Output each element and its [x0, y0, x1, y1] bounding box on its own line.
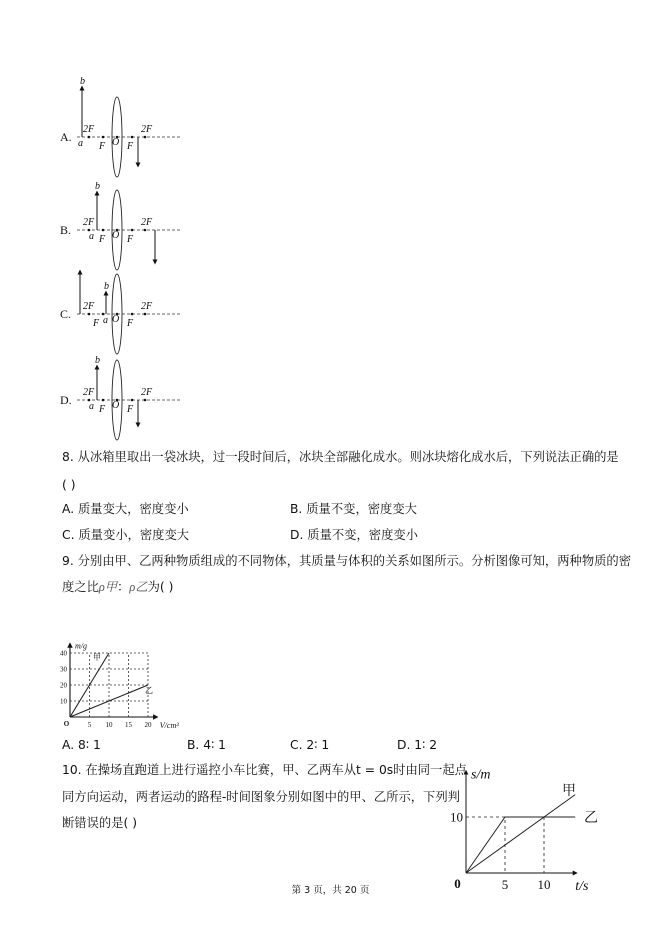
- q9-text-end: 为( ): [147, 580, 174, 594]
- x-tick-label: 10: [537, 877, 551, 892]
- label-b: b: [95, 355, 100, 366]
- q8-option-c[interactable]: C. 质量变小，密度变大: [62, 528, 190, 542]
- label-optical-center: O: [112, 137, 120, 148]
- q10-line1: 10. 在操场直跑道上进行遥控小车比赛，甲、乙两车从t = 0s时由同一起点: [62, 763, 467, 777]
- ratio-colon: ：: [117, 580, 130, 594]
- series-label-yi: 乙: [584, 810, 598, 826]
- label-a: a: [89, 401, 94, 412]
- x-axis-label: t/s: [575, 879, 589, 894]
- label-2f-left: 2F: [83, 217, 95, 228]
- q10-line3: 断错误的是( ): [62, 816, 137, 830]
- q9-text: 度之比: [62, 580, 99, 594]
- y-axis-label: s/m: [471, 767, 491, 783]
- y-tick-label: 30: [60, 665, 67, 674]
- y-tick-label: 40: [60, 649, 67, 658]
- q9-option-c[interactable]: C. 2∶ 1: [290, 738, 330, 752]
- y-tick-label: 10: [450, 809, 463, 825]
- q9-option-a[interactable]: A. 8∶ 1: [62, 738, 101, 752]
- label-2f-left: 2F: [83, 301, 95, 312]
- series-label-yi: 乙: [145, 686, 153, 695]
- page-footer: 第 3 页，共 20 页: [291, 885, 370, 896]
- label-2f-right: 2F: [141, 301, 153, 312]
- origin-label: O: [63, 720, 70, 728]
- label-a: a: [103, 315, 108, 326]
- series-label-jia: 甲: [93, 653, 101, 662]
- q8-option-a[interactable]: A. 质量变大，密度变小: [62, 502, 189, 516]
- series-label-jia: 甲: [562, 783, 576, 799]
- origin-label: 0: [454, 876, 461, 891]
- x-tick-label: 5: [501, 877, 509, 892]
- x-tick-label: 5: [87, 721, 92, 729]
- label-f-right: F: [127, 234, 134, 245]
- label-2f-right: 2F: [141, 124, 153, 135]
- series-line-yi: [466, 795, 575, 873]
- q9-stem-line1: 9. 分别由甲、乙两种物质组成的不同物体，其质量与体积的关系如图所示。分析图像可知，两种物质的密: [62, 554, 632, 568]
- x-tick-label: 15: [125, 721, 132, 729]
- q10-line2: 同方向运动，两者运动的路程-时间图象分别如图中的甲、乙所示，下列判: [62, 790, 460, 804]
- label-2f-right: 2F: [141, 217, 153, 228]
- label-2f-right: 2F: [141, 387, 153, 398]
- label-optical-center: O: [112, 400, 120, 411]
- x-tick-label: 20: [144, 721, 152, 729]
- q8-stem: 8. 从冰箱里取出一袋冰块，过一段时间后，冰块全部融化成水。则冰块熔化成水后，下列说法正确的是: [62, 450, 619, 464]
- y-axis-label: m/g: [75, 641, 87, 651]
- q8-answer-blank: ( ): [62, 478, 76, 492]
- y-tick-label: 20: [60, 681, 67, 690]
- option-label: B.: [60, 223, 72, 237]
- label-f-left: F: [93, 318, 100, 329]
- label-b: b: [95, 181, 100, 192]
- y-tick-label: 10: [60, 697, 67, 706]
- label-b: b: [80, 76, 85, 87]
- rho-jia: ρ甲: [98, 580, 118, 594]
- option-label: C.: [60, 307, 72, 321]
- option-label: A.: [60, 130, 72, 144]
- label-f-right: F: [127, 141, 134, 152]
- label-b: b: [104, 281, 109, 292]
- q8-option-b[interactable]: B. 质量不变，密度变大: [290, 502, 417, 516]
- label-a: a: [89, 231, 94, 242]
- x-tick-label: 10: [105, 721, 113, 729]
- series-line-jia: [466, 817, 575, 873]
- label-2f-left: 2F: [83, 387, 95, 398]
- label-f-left: F: [99, 404, 106, 415]
- x-axis-label: V/cm³: [159, 721, 179, 730]
- q9-option-d[interactable]: D. 1∶ 2: [397, 738, 438, 752]
- q8-option-d[interactable]: D. 质量不变，密度变小: [290, 528, 418, 542]
- label-a: a: [78, 138, 83, 149]
- option-label: D.: [60, 393, 72, 407]
- q9-option-b[interactable]: B. 4∶ 1: [187, 738, 227, 752]
- label-2f-left: 2F: [83, 124, 95, 135]
- label-f-right: F: [127, 404, 134, 415]
- label-f-left: F: [99, 234, 106, 245]
- label-optical-center: O: [112, 230, 120, 241]
- rho-yi: ρ乙: [129, 580, 148, 594]
- label-optical-center: O: [112, 314, 120, 325]
- label-f-left: F: [99, 141, 106, 152]
- label-f-right: F: [127, 318, 134, 329]
